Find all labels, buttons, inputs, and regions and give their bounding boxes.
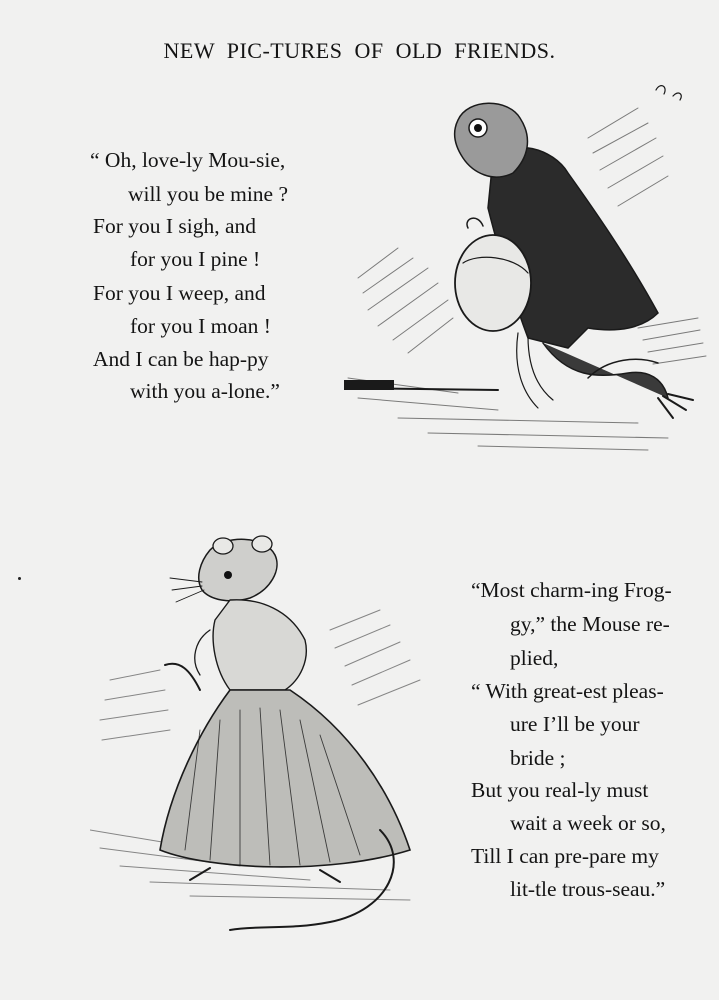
verse-line: bride ; [510, 746, 566, 770]
verse-line: lit-tle trous-seau.” [510, 877, 666, 901]
verse-line: But you real-ly must [471, 778, 649, 802]
verse-line: For you I sigh, and [93, 214, 257, 238]
verse-line: for you I pine ! [130, 247, 261, 271]
verse-line: Till I can pre-pare my [471, 844, 659, 868]
verse-line: with you a-lone.” [130, 379, 280, 403]
verse-line: “Most charm-ing Frog- [471, 578, 672, 602]
ink-speck [18, 577, 21, 580]
verse-line: For you I weep, and [93, 281, 266, 305]
verse-line: “ Oh, love-ly Mou-sie, [90, 148, 286, 172]
mouse-illustration [90, 530, 465, 950]
verse-line: And I can be hap-py [93, 347, 269, 371]
verse-line: “ With great-est pleas- [471, 679, 664, 703]
verse-line: wait a week or so, [510, 811, 666, 835]
verse-line: will you be mine ? [128, 182, 289, 206]
verse-line: plied, [510, 646, 559, 670]
verse-line: gy,” the Mouse re- [510, 612, 670, 636]
verse-line: for you I moan ! [130, 314, 271, 338]
frog-illustration [338, 78, 718, 468]
page-title: NEW PIC-TURES OF OLD FRIENDS. [163, 38, 556, 63]
verse-line: ure I’ll be your [510, 712, 640, 736]
